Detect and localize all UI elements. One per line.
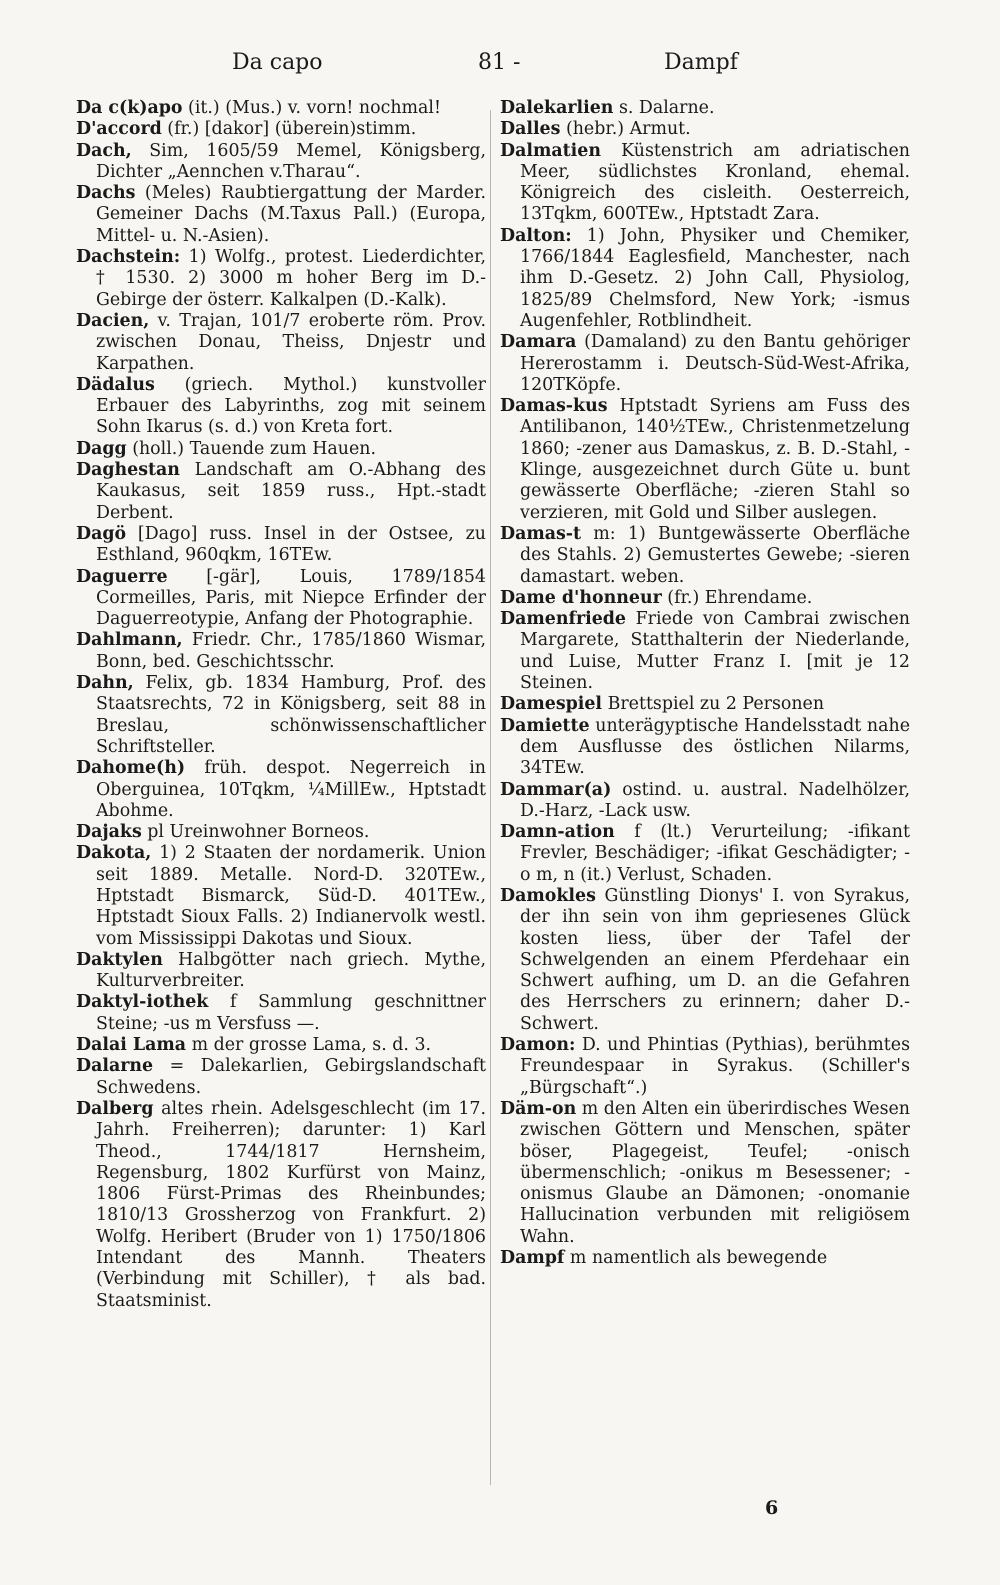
dictionary-entry [76,460,486,524]
entry-text: D. und Phintias (Pythias), berühmtes Freundespaar in Syrakus. (Schiller's „Bürgschaft“.) [520,1035,910,1098]
dictionary-entry [500,119,910,140]
entry-text: f (lt.) Verurteilung; -ifikant Frevler, Beschädiger; -ifikat Geschädigter; -o m, n (it.) Verlust, Schaden. [520,822,910,885]
entry-headword: Damas-t [500,523,582,544]
entry-text: (holl.) Tauende zum Hauen. [126,438,377,459]
dictionary-entry [500,1035,910,1099]
entry-text: = Dalekarlien, Gebirgslandschaft Schwedens. [96,1056,486,1098]
entry-headword: Dahn, [76,673,134,694]
entry-headword: Dachs [76,183,136,204]
entry-text: Hptstadt Syriens am Fuss des Antilibanon, 140½TEw., Christenmetzelung 1860; -zener aus Damaskus, z. B. D.-Stahl, -Klinge, ausgezeichnet durch Güte u. bunt gewässerte Oberfläche; -zieren Stahl so verzieren, mit Gold und Silber auslegen. [520,396,910,523]
printer-signature: 6 [765,1497,779,1519]
header-right-catchword: Dampf [664,50,738,75]
dictionary-entry [76,183,486,247]
entry-text: 1) 2 Staaten der nordamerik. Union seit 1889. Metalle. Nord-D. 320TEw., Hptstadt Bismarck, Süd-D. 401TEw., Hptstadt Sioux Falls. 2) Indianervolk westl. vom Mississippi Dakotas und Sioux. [96,843,486,949]
dictionary-entry [76,1035,486,1056]
entry-headword: Dalai Lama [76,1035,187,1056]
entry-text: (fr.) Ehrendame. [661,587,813,608]
page-number: 81 - [478,50,521,75]
entry-text: v. Trajan, 101/7 eroberte röm. Prov. zwischen Donau, Theiss, Dnjestr und Karpathen. [96,310,486,374]
dictionary-entry [76,247,486,311]
dictionary-entry [500,822,910,886]
entry-headword: Dalton: [500,225,572,246]
entry-text: f Sammlung geschnittner Steine; -us m Versfuss —. [96,992,486,1034]
dictionary-entry [76,992,486,1035]
entry-headword: Da c(k)apo [76,98,183,118]
dictionary-entry [76,1099,486,1312]
dictionary-entry [500,98,910,119]
dictionary-entry [500,332,910,396]
entry-text: Friede von Cambrai zwischen Margarete, Statthalterin der Niederlande, und Luise, Mutter Franz I. [mit je 12 Steinen. [520,609,910,694]
dictionary-entry [500,609,910,694]
entry-headword: Dalberg [76,1098,154,1119]
entry-text: Sim, 1605/59 Memel, Königsberg, Dichter „Aennchen v.Tharau“. [96,140,486,182]
dictionary-entry [76,822,486,843]
entry-headword: Damara [500,332,577,353]
entry-text: altes rhein. Adelsgeschlecht (im 17. Jahrh. Freiherren); darunter: 1) Karl Theod., 1744/1817 Hernsheim, Regensburg, 1802 Kurfürst von Mainz, 1806 Fürst-Primas des Rheinbundes; 1810/13 Grossherzog von Frankfurt. 2) Wolfg. Heribert (Bruder von 1) 1750/1806 Intendant des Mannh. Theaters (Verbindung mit Schiller), † als bad. Staatsminist. [96,1098,486,1311]
entry-headword: Dachstein: [76,247,181,268]
entry-headword: Dach, [76,140,132,161]
entry-headword: Däm-on [500,1098,577,1119]
entry-headword: Damon: [500,1035,576,1056]
entry-text: Brettspiel zu 2 Personen [602,694,825,715]
entry-text: Felix, gb. 1834 Hamburg, Prof. des Staatsrechts, 72 in Königsberg, seit 88 in Breslau, schönwissenschaftlicher Schriftsteller. [96,673,486,757]
page-header [0,50,1000,84]
entry-headword: Dalmatien [500,140,601,161]
entry-headword: Dädalus [76,374,155,395]
dictionary-entry [500,780,910,823]
entry-text: ostind. u. austral. Nadelhölzer, D.-Harz, -Lack usw. [520,779,910,821]
entry-text: m der grosse Lama, s. d. 3. [186,1035,432,1056]
entry-headword: Dammar(a) [500,779,612,800]
entry-headword: Dalekarlien [500,98,614,118]
dictionary-entry [500,524,910,588]
entry-headword: Damas-kus [500,396,608,417]
header-left-catchword: Da capo [232,50,323,75]
entry-text: unterägyptische Handelsstadt nahe dem Ausflusse des östlichen Nilarms, 34TEw. [520,715,910,779]
dictionary-entry [76,141,486,184]
entry-headword: D'accord [76,119,162,140]
column-divider [490,110,491,1485]
dictionary-entry [76,311,486,375]
entry-headword: Damiette [500,715,590,736]
entry-headword: Dampf [500,1248,565,1269]
entry-text: früh. despot. Negerreich in Oberguinea, 10Tqkm, ¼MillEw., Hptstadt Abohme. [96,758,486,821]
dictionary-entry [76,843,486,949]
entry-text: (hebr.) Armut. [560,119,691,140]
dictionary-entry [76,673,486,758]
entry-text: m namentlich als bewegende [564,1248,828,1269]
dictionary-entry [500,1099,910,1248]
entry-text: [Dago] russ. Insel in der Ostsee, zu Esthland, 960qkm, 16TEw. [96,523,486,566]
entry-headword: Dacien, [76,310,150,331]
entry-text: m: 1) Buntgewässerte Oberfläche des Stahls. 2) Gemustertes Gewebe; -sieren damastart. weben. [520,523,910,587]
entry-text: pl Ureinwohner Borneos. [141,822,370,843]
dictionary-entry [76,758,486,822]
dictionary-entry [500,886,910,1035]
entry-text: 1) John, Physiker und Chemiker, 1766/1844 Eaglesfield, Manchester, nach ihm D.-Gesetz. 2) John Call, Physiolog, 1825/89 Chelmsford, New York; -ismus Augenfehler, Rotblindheit. [520,225,910,331]
entry-headword: Daghestan [76,460,180,481]
dictionary-entry [500,141,910,226]
entry-headword: Dakota, [76,843,152,864]
entry-text: Halbgötter nach griech. Mythe, Kulturverbreiter. [96,949,486,992]
entry-headword: Dalles [500,119,561,140]
entry-text: (Meles) Raubtiergattung der Marder. Gemeiner Dachs (M.Taxus Pall.) (Europa, Mittel- u. N.-Asien). [96,183,486,246]
entry-text: 1) Wolfg., protest. Liederdichter, † 1530. 2) 3000 m hoher Berg im D.-Gebirge der österr. Kalkalpen (D.-Kalk). [96,247,486,310]
left-column [76,98,486,1312]
dictionary-entry [500,396,910,524]
entry-headword: Damespiel [500,694,603,715]
dictionary-entry [500,226,910,332]
entry-text: Günstling Dionys' I. von Syrakus, der ihn sein von ihm gepriesenes Glück kosten liess, über der Tafel der Schwelgenden an einem Pferdehaar ein Schwert aufhing, um D. an die Gefahren des Herrschers zu erinnern; daher D.-Schwert. [520,885,910,1034]
entry-headword: Daktylen [76,949,163,970]
dictionary-entry [76,567,486,631]
dictionary-entry [76,439,486,460]
dictionary-entry [500,1248,910,1269]
entry-text: [-gär], Louis, 1789/1854 Cormeilles, Paris, mit Niepce Erfinder der Daguerreotypie, Anfang der Photographie. [96,566,486,630]
entry-headword: Dajaks [76,822,142,843]
dictionary-entry [76,375,486,439]
dictionary-entry [500,716,910,780]
entry-headword: Damenfriede [500,609,626,630]
dictionary-entry [76,950,486,993]
entry-text: Küstenstrich am adriatischen Meer, südlichstes Kronland, ehemal. Königreich des cisleith. Oesterreich, 13Tqkm, 600TEw., Hptstadt Zara. [520,140,910,225]
entry-text: Friedr. Chr., 1785/1860 Wismar, Bonn, bed. Geschichtsschr. [96,630,486,672]
dictionary-entry [76,98,486,119]
entry-headword: Damokles [500,885,596,906]
entry-text: (griech. Mythol.) kunstvoller Erbauer des Labyrinths, zog mit seinem Sohn Ikarus (s. d.) von Kreta fort. [96,374,486,438]
entry-headword: Dame d'honneur [500,587,662,608]
dictionary-entry [76,1056,486,1099]
dictionary-entry [500,694,910,715]
entry-headword: Daguerre [76,566,168,587]
entry-headword: Dagg [76,438,127,459]
entry-text: Landschaft am O.-Abhang des Kaukasus, seit 1859 russ., Hpt.-stadt Derbent. [96,460,486,523]
dictionary-entry [500,588,910,609]
entry-text: m den Alten ein überirdisches Wesen zwischen Göttern und Menschen, später böser, Plagegeist, Teufel; -onisch übermenschlich; -onikus m Besessener; -onismus Glaube an Dämonen; -onomanie Hallucination verbunden mit religiösem Wahn. [520,1098,910,1247]
dictionary-entry [76,630,486,673]
entry-headword: Dahlmann, [76,630,183,651]
entry-headword: Daktyl-iothek [76,992,209,1013]
entry-text: (fr.) [dakor] (überein)stimm. [161,119,417,140]
dictionary-entry [76,524,486,567]
entry-headword: Damn-ation [500,822,615,843]
entry-text: s. Dalarne. [613,98,715,118]
entry-headword: Dahome(h) [76,758,186,779]
dictionary-entry [76,119,486,140]
entry-text: (Damaland) zu den Bantu gehöriger Hererostamm i. Deutsch-Süd-West-Afrika, 120TKöpfe. [520,332,910,395]
entry-text: (it.) (Mus.) v. vorn! nochmal! [182,98,441,118]
right-column [500,98,910,1269]
entry-headword: Dalarne [76,1056,154,1077]
entry-headword: Dagö [76,523,127,544]
